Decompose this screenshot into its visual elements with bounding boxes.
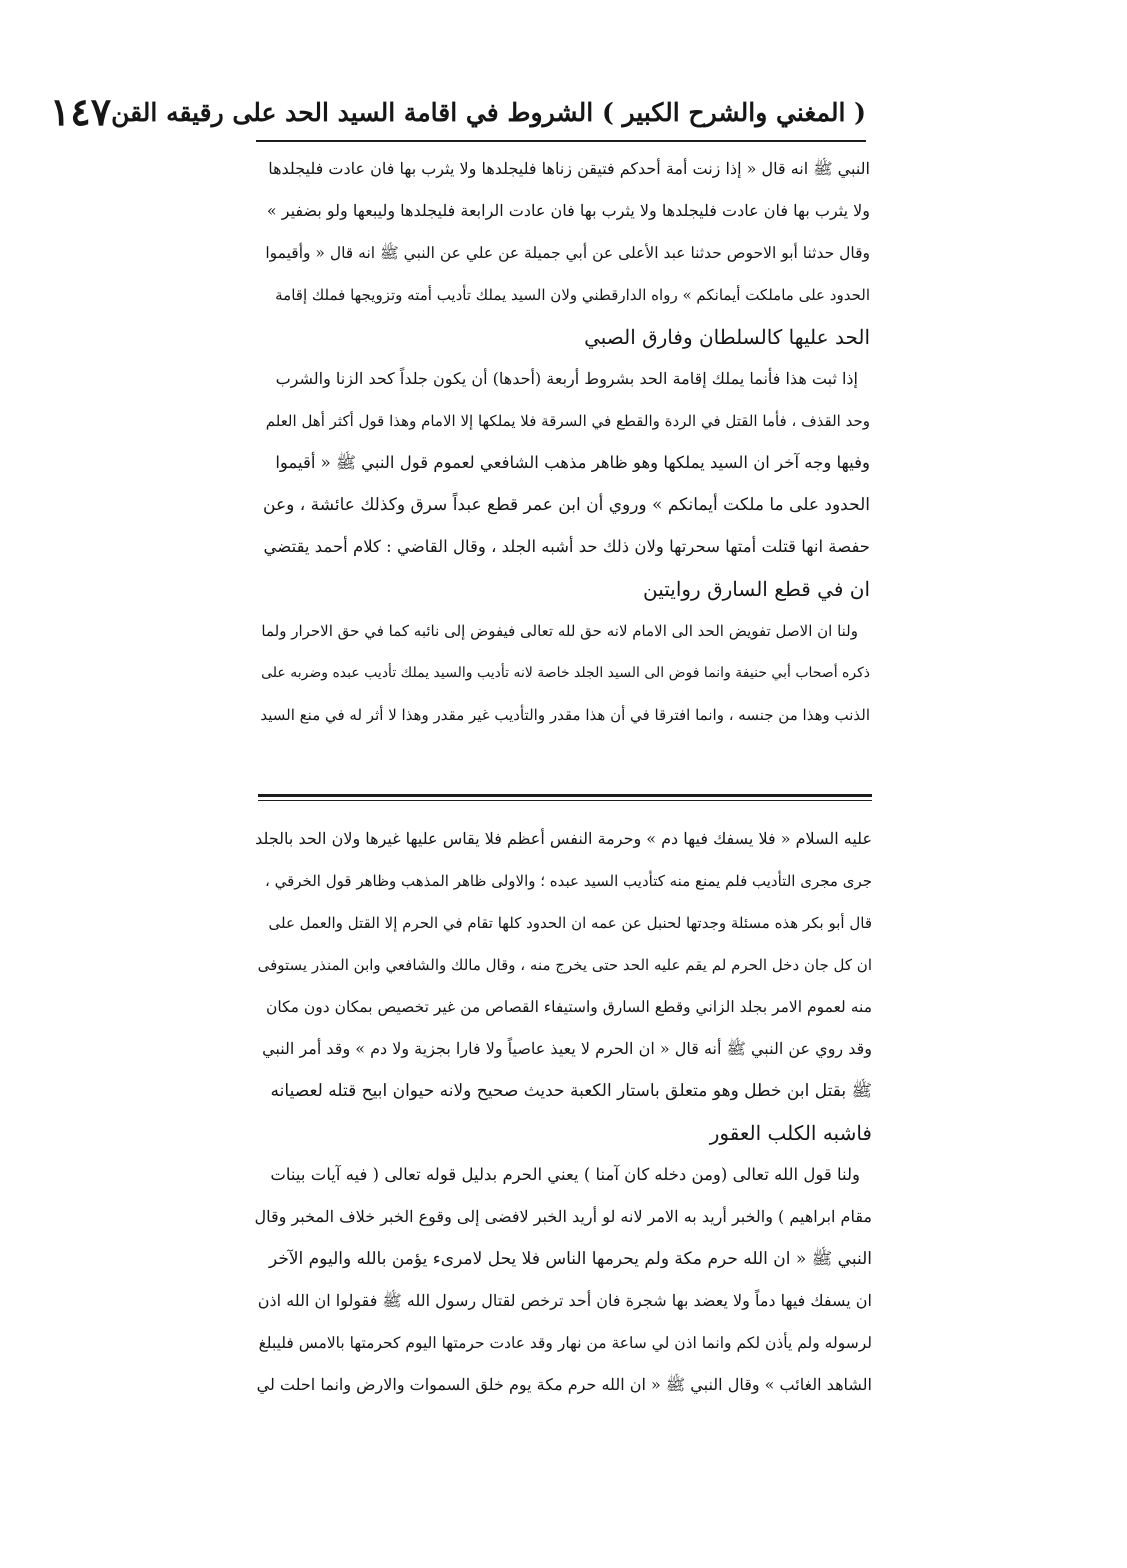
main-line: الحدود على ماملكت أيمانكم » رواه الدارقطني ولان السيد يملك تأديب أمته وتزويجها فملك إقامة xyxy=(275,286,870,304)
main-line: إذا ثبت هذا فأنما يملك إقامة الحد بشروط أربعة (أحدها) أن يكون جلداً كحد الزنا والشرب xyxy=(275,369,858,388)
header-rule xyxy=(256,140,866,142)
commentary-line: الشاهد الغائب » وقال النبي ﷺ « ان الله حرم مكة يوم خلق السموات والارض وانما احلت لي xyxy=(256,1375,872,1394)
main-line: ان في قطع السارق روايتين xyxy=(642,577,870,601)
commentary-line: منه لعموم الامر بجلد الزاني وقطع السارق واستيفاء القصاص من غير تخصيص بمكان دون مكان xyxy=(266,998,872,1016)
main-line: الحدود على ما ملكت أيمانكم » وروي أن ابن عمر قطع عبداً سرق وكذلك عائشة ، وعن xyxy=(263,495,870,515)
main-text xyxy=(258,148,870,736)
footnote-separator-thin xyxy=(258,800,872,801)
main-line: وحد القذف ، فأما القتل في الردة والقطع في السرقة فلا يملكها إلا الامام وهذا قول أكثر أهل العلم xyxy=(265,412,870,430)
main-line: الذنب وهذا من جنسه ، وانما افترقا في أن هذا مقدر والتأديب غير مقدر وهذا لا أثر له في منع السيد xyxy=(260,706,870,724)
main-line: حفصة انها قتلت أمتها سحرتها ولان ذلك حد أشبه الجلد ، وقال القاضي : كلام أحمد يقتضي xyxy=(263,537,870,556)
footnote-separator xyxy=(258,794,872,797)
commentary-text xyxy=(254,818,872,1406)
running-title: ( المغني والشرح الكبير ) الشروط في اقامة السيد الحد على رقيقه القن xyxy=(111,97,866,127)
main-line: ولا يثرب بها فان عادت فليجلدها ولا يثرب بها فان عادت الرابعة فليجلدها وليبعها ولو بضفير » xyxy=(266,201,870,220)
commentary-line: ان يسفك فيها دماً ولا يعضد بها شجرة فان أحد ترخص لقتال رسول الله ﷺ فقولوا ان الله اذن xyxy=(257,1291,872,1310)
main-line: وقال حدثنا أبو الاحوص حدثنا عبد الأعلى عن أبي جميلة عن علي عن النبي ﷺ انه قال « وأقيموا xyxy=(265,244,870,262)
commentary-line: قال أبو بكر هذه مسئلة وجدتها لحنبل عن عمه ان الحدود كلها تقام في الحرم إلا القتل والعمل على xyxy=(268,914,872,932)
commentary-line: وقد روي عن النبي ﷺ أنه قال « ان الحرم لا يعيذ عاصياً ولا فارا بجزية ولا دم » وقد أمر النبي xyxy=(262,1039,872,1058)
commentary-line: لرسوله ولم يأذن لكم وانما اذن لي ساعة من نهار وقد عادت حرمتها اليوم كحرمتها بالامس فليبلغ xyxy=(258,1334,872,1352)
main-line: ذكره أصحاب أبي حنيفة وانما فوض الى السيد الجلد خاصة لانه تأديب والسيد يملك تأديب عبده وضربه على xyxy=(261,665,870,681)
commentary-line: ﷺ بقتل ابن خطل وهو متعلق باستار الكعبة حديث صحيح ولانه حيوان ابيح قتله لعصيانه xyxy=(270,1081,872,1101)
main-line: النبي ﷺ انه قال « إذا زنت أمة أحدكم فتيقن زناها فليجلدها ولا يثرب بها فان عادت فليجلدها xyxy=(268,159,870,178)
commentary-line: عليه السلام « فلا يسفك فيها دم » وحرمة النفس أعظم فلا يقاس عليها غيرها ولان الحد بالجلد xyxy=(255,829,872,848)
page-number: ١٤٧ xyxy=(49,89,112,134)
main-line: وفيها وجه آخر ان السيد يملكها وهو ظاهر مذهب الشافعي لعموم قول النبي ﷺ « أقيموا xyxy=(275,453,870,472)
commentary-line: جرى مجرى التأديب فلم يمنع منه كتأديب السيد عبده ؛ والاولى ظاهر المذهب وظاهر قول الخرقي ، xyxy=(265,872,872,890)
commentary-line: ولنا قول الله تعالى (ومن دخله كان آمنا ) يعني الحرم بدليل قوله تعالى ( فيه آيات بينات xyxy=(270,1165,860,1184)
main-line: ولنا ان الاصل تفويض الحد الى الامام لانه حق لله تعالى فيفوض إلى نائبه كما في حق الاحرار ولما xyxy=(261,622,858,640)
main-line: الحد عليها كالسلطان وفارق الصبي xyxy=(584,325,870,349)
commentary-line: ان كل جان دخل الحرم لم يقم عليه الحد حتى يخرج منه ، وقال مالك والشافعي وابن المنذر يستوفى xyxy=(257,956,872,974)
commentary-line: مقام ابراهيم ) والخبر أريد به الامر لانه لو أريد الخبر لافضى إلى وقوع الخبر خلاف المخبر وقال xyxy=(254,1207,872,1226)
commentary-line: فاشبه الكلب العقور xyxy=(709,1121,872,1145)
commentary-line: النبي ﷺ « ان الله حرم مكة ولم يحرمها الناس فلا يحل لامرىء يؤمن بالله واليوم الآخر xyxy=(268,1249,872,1269)
page-header xyxy=(49,88,866,136)
